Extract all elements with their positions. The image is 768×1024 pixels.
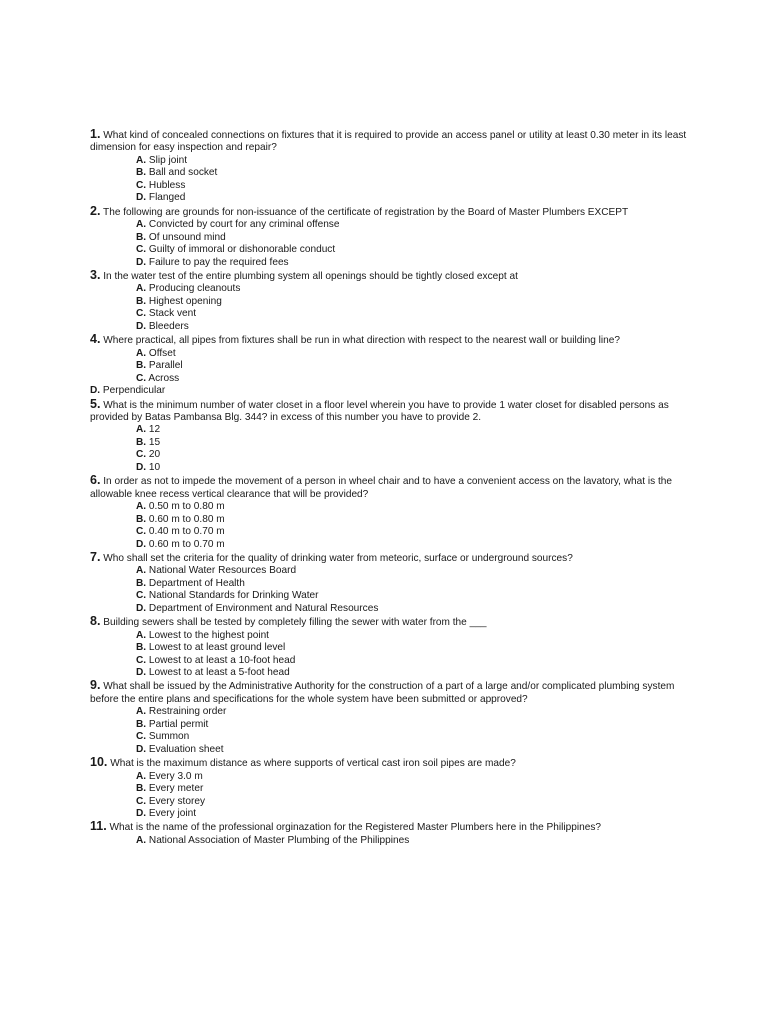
- answer-option: [90, 348, 690, 360]
- question-text-line: [90, 679, 690, 706]
- question-block: [90, 398, 690, 475]
- option-text: Parallel: [146, 360, 183, 372]
- answer-option: [90, 565, 690, 577]
- answer-option: [90, 192, 690, 204]
- option-text: Of unsound mind: [146, 231, 226, 243]
- option-letter: A.: [136, 219, 147, 231]
- option-text: Department of Environment and Natural Resources: [146, 602, 379, 614]
- answer-option: [90, 424, 690, 436]
- option-letter: B.: [136, 167, 147, 179]
- option-letter: D.: [136, 667, 147, 679]
- question-text-line: [90, 551, 690, 565]
- option-text: Highest opening: [146, 295, 222, 307]
- question-number: 5.: [90, 396, 101, 411]
- option-text: Across: [146, 372, 180, 384]
- answer-option: [90, 744, 690, 756]
- answer-options: [90, 219, 690, 269]
- answer-option: [90, 219, 690, 231]
- option-letter: A.: [136, 154, 147, 166]
- option-text: 0.60 m to 0.80 m: [146, 513, 225, 525]
- option-letter: A.: [136, 501, 147, 513]
- option-text: Producing cleanouts: [146, 283, 241, 295]
- question-text-line: [90, 474, 690, 501]
- option-text: Convicted by court for any criminal offense: [146, 219, 340, 231]
- option-letter: C.: [136, 590, 147, 602]
- question-text: In order as not to impede the movement of a person in wheel chair and to have a convenient access on the lavatory, what is the allowable knee recess vertical clearance that will be provided?: [90, 476, 673, 500]
- answer-option: [90, 373, 690, 385]
- option-letter: A.: [136, 834, 147, 846]
- question-number: 8.: [90, 614, 101, 629]
- option-text: 20: [146, 449, 161, 461]
- option-text: Ball and socket: [146, 167, 218, 179]
- question-number: 10.: [90, 755, 108, 770]
- option-text: Restraining order: [146, 706, 227, 718]
- question-text-line: [90, 128, 690, 155]
- question-number: 1.: [90, 127, 101, 141]
- question-block: [90, 679, 690, 756]
- option-text: Lowest to the highest point: [146, 629, 269, 641]
- answer-option: [90, 449, 690, 461]
- option-letter: C.: [136, 179, 147, 191]
- option-letter: A.: [136, 347, 147, 359]
- option-text: Lowest to at least a 10-foot head: [146, 654, 296, 666]
- option-text: 0.50 m to 0.80 m: [146, 501, 225, 513]
- option-text: Summon: [146, 731, 190, 743]
- option-text: Hubless: [146, 179, 186, 191]
- option-letter: D.: [136, 192, 147, 204]
- answer-option: [90, 501, 690, 513]
- option-text: 0.60 m to 0.70 m: [146, 538, 225, 550]
- option-text: Flanged: [146, 192, 186, 204]
- answer-option: [90, 257, 690, 269]
- option-letter: B.: [136, 295, 147, 307]
- answer-option: [90, 578, 690, 590]
- question-block: [90, 551, 690, 615]
- option-letter: B.: [136, 436, 147, 448]
- option-letter: B.: [136, 513, 147, 525]
- question-text-line: [90, 269, 690, 283]
- option-text: National Association of Master Plumbing of the Philippines: [146, 834, 410, 846]
- answer-option: [90, 642, 690, 654]
- answer-option: [90, 655, 690, 667]
- answer-option: [90, 321, 690, 333]
- question-block: [90, 820, 690, 847]
- option-letter: C.: [136, 654, 147, 666]
- option-text: Evaluation sheet: [146, 743, 224, 755]
- answer-options: [90, 424, 690, 474]
- option-text: Every 3.0 m: [146, 770, 203, 782]
- question-text-line: [90, 756, 690, 770]
- answer-option: [90, 590, 690, 602]
- answer-option: [90, 283, 690, 295]
- question-text: What shall be issued by the Administrative Authority for the construction of a part of a large and/or complicated plumbing system before the entire plans and specifications for the whole system have been submitted or approved?: [90, 681, 675, 705]
- option-letter: C.: [136, 526, 147, 538]
- question-text: Building sewers shall be tested by completely filling the sewer with water from the ___: [100, 617, 487, 629]
- option-text: Partial permit: [146, 718, 209, 730]
- answer-options: [90, 835, 690, 847]
- answer-option: [90, 514, 690, 526]
- option-text: 0.40 m to 0.70 m: [146, 526, 225, 538]
- question-number: 4.: [90, 332, 101, 347]
- option-letter: C.: [136, 449, 147, 461]
- answer-option: [90, 232, 690, 244]
- option-letter: D.: [90, 385, 101, 397]
- option-letter: C.: [136, 731, 147, 743]
- answer-options: [90, 771, 690, 821]
- option-letter: D.: [136, 743, 147, 755]
- answer-option: [90, 667, 690, 679]
- option-letter: B.: [136, 577, 147, 589]
- option-letter: B.: [136, 783, 147, 795]
- option-letter: C.: [136, 308, 147, 320]
- answer-option: [90, 385, 690, 397]
- question-text-line: [90, 398, 690, 425]
- question-text: What is the name of the professional orginazation for the Registered Master Plumbers here in the Philippines?: [106, 822, 601, 834]
- question-text-line: [90, 333, 690, 347]
- option-letter: A.: [136, 283, 147, 295]
- answer-options: [90, 283, 690, 333]
- option-text: 10: [146, 461, 161, 473]
- answer-option: [90, 808, 690, 820]
- option-text: 12: [146, 424, 161, 436]
- question-text: Where practical, all pipes from fixtures shall be run in what direction with respect to the nearest wall or building line?: [100, 335, 620, 347]
- option-letter: B.: [136, 642, 147, 654]
- option-letter: D.: [136, 602, 147, 614]
- question-number: 7.: [90, 549, 101, 564]
- answer-options: [90, 706, 690, 756]
- answer-option: [90, 526, 690, 538]
- answer-option: [90, 630, 690, 642]
- question-block: [90, 333, 690, 397]
- option-text: National Water Resources Board: [146, 565, 297, 577]
- option-letter: D.: [136, 461, 147, 473]
- question-block: [90, 128, 690, 205]
- option-text: Bleeders: [146, 320, 189, 332]
- option-text: Every storey: [146, 795, 205, 807]
- question-block: [90, 756, 690, 820]
- option-letter: A.: [136, 629, 147, 641]
- option-text: Every joint: [146, 808, 197, 820]
- question-text-line: [90, 615, 690, 629]
- question-text: Who shall set the criteria for the quality of drinking water from meteoric, surface or underground sources?: [100, 552, 573, 564]
- question-text: The following are grounds for non-issuance of the certificate of registration by the Board of Master Plumbers EXCEPT: [100, 206, 629, 218]
- answer-option: [90, 783, 690, 795]
- answer-option: [90, 771, 690, 783]
- option-text: Perpendicular: [100, 385, 166, 397]
- question-block: [90, 615, 690, 679]
- question-number: 6.: [90, 473, 101, 488]
- option-text: National Standards for Drinking Water: [146, 590, 319, 602]
- question-text: What is the minimum number of water closet in a floor level wherein you have to provide 1 water closet for disabled persons as provided by Batas Pambansa Blg. 344? in excess of this number you have to provide 2.: [90, 399, 669, 423]
- option-text: Slip joint: [146, 154, 188, 166]
- answer-option: [90, 719, 690, 731]
- answer-option: [90, 180, 690, 192]
- question-text-line: [90, 820, 690, 834]
- option-letter: C.: [136, 795, 147, 807]
- answer-option: [90, 155, 690, 167]
- option-text: Lowest to at least ground level: [146, 642, 286, 654]
- question-block: [90, 474, 690, 551]
- question-number: 2.: [90, 203, 101, 218]
- answer-option: [90, 796, 690, 808]
- option-letter: B.: [136, 718, 147, 730]
- answer-option: [90, 296, 690, 308]
- option-letter: C.: [136, 372, 147, 384]
- option-letter: A.: [136, 706, 147, 718]
- option-letter: B.: [136, 360, 147, 372]
- option-letter: A.: [136, 770, 147, 782]
- option-letter: B.: [136, 231, 147, 243]
- option-text: Department of Health: [146, 577, 245, 589]
- option-text: Offset: [146, 347, 176, 359]
- question-text: In the water test of the entire plumbing system all openings should be tightly closed except at: [100, 270, 518, 282]
- option-letter: D.: [136, 256, 147, 268]
- answer-option: [90, 167, 690, 179]
- option-text: Every meter: [146, 783, 204, 795]
- option-letter: A.: [136, 565, 147, 577]
- answer-option: [90, 539, 690, 551]
- question-list: [90, 128, 690, 847]
- question-text: What kind of concealed connections on fixtures that it is required to provide an access panel or utility at least 0.30 meter in its least dimension for easy inspection and repair?: [90, 130, 687, 154]
- option-letter: D.: [136, 808, 147, 820]
- option-letter: D.: [136, 320, 147, 332]
- answer-option: [90, 835, 690, 847]
- question-block: [90, 205, 690, 269]
- answer-option: [90, 706, 690, 718]
- option-letter: D.: [136, 538, 147, 550]
- answer-option: [90, 731, 690, 743]
- answer-option: [90, 244, 690, 256]
- answer-options: [90, 501, 690, 551]
- option-text: Guilty of immoral or dishonorable conduct: [146, 244, 336, 256]
- question-text-line: [90, 205, 690, 219]
- option-letter: C.: [136, 244, 147, 256]
- answer-options: [90, 565, 690, 615]
- option-letter: A.: [136, 424, 147, 436]
- answer-options: [90, 155, 690, 205]
- option-text: Stack vent: [146, 308, 197, 320]
- question-number: 3.: [90, 267, 101, 282]
- answer-option: [90, 462, 690, 474]
- option-text: Failure to pay the required fees: [146, 256, 289, 268]
- question-text: What is the maximum distance as where supports of vertical cast iron soil pipes are made?: [107, 758, 516, 770]
- answer-option: [90, 360, 690, 372]
- answer-option: [90, 603, 690, 615]
- option-text: 15: [146, 436, 161, 448]
- question-number: 9.: [90, 678, 101, 693]
- answer-option: [90, 437, 690, 449]
- question-number: 11.: [90, 819, 107, 834]
- question-block: [90, 269, 690, 333]
- option-text: Lowest to at least a 5-foot head: [146, 667, 290, 679]
- answer-options: [90, 630, 690, 680]
- answer-options: [90, 348, 690, 398]
- answer-option: [90, 308, 690, 320]
